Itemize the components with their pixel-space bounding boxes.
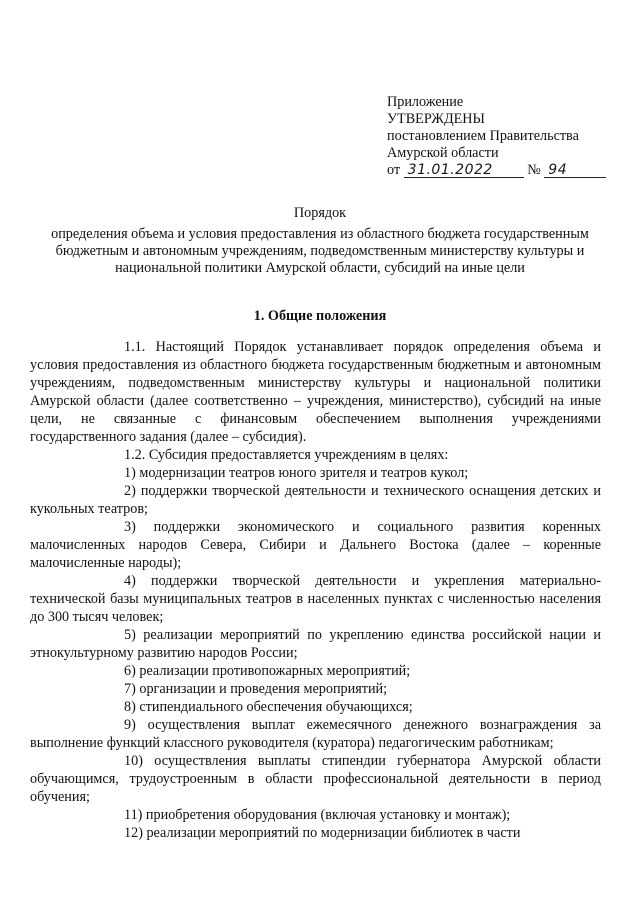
title-main: Порядок bbox=[293, 205, 347, 221]
paragraph: 4) поддержки творческой деятельности и укрепления материально-технической базы муниципальных театров в населенных пунктах с численностью населения до 300 тысяч человек; bbox=[30, 573, 601, 625]
paragraph: 9) осуществления выплат ежемесячного денежного вознаграждения за выполнение функций классного руководителя (куратора) педагогическим работникам; bbox=[30, 717, 601, 751]
approval-label: УТВЕРЖДЕНЫ bbox=[387, 111, 485, 127]
handwritten-date: 31.01.2022 bbox=[404, 163, 524, 178]
paragraph: 8) стипендиального обеспечения обучающихся; bbox=[124, 699, 413, 715]
paragraph: 6) реализации противопожарных мероприятий; bbox=[124, 663, 411, 679]
document-body bbox=[30, 338, 601, 842]
number-sign: № bbox=[527, 162, 541, 178]
section-heading: 1. Общие положения bbox=[253, 308, 387, 324]
paragraph: 11) приобретения оборудования (включая установку и монтаж); bbox=[124, 807, 511, 823]
paragraph: 3) поддержки экономического и социального развития коренных малочисленных народов Севера, Сибири и Дальнего Востока (далее – коренные малочисленные народы); bbox=[30, 519, 601, 571]
paragraph: 12) реализации мероприятий по модернизации библиотек в части bbox=[124, 825, 521, 841]
document-title bbox=[30, 205, 610, 277]
appendix-block bbox=[387, 94, 627, 179]
paragraph: 1.2. Субсидия предоставляется учреждениям в целях: bbox=[124, 447, 449, 463]
date-number-line bbox=[387, 162, 627, 179]
paragraph: 10) осуществления выплаты стипендии губернатора Амурской области обучающимся, трудоустроенным в области профессиональной деятельности в период обучения; bbox=[30, 753, 601, 805]
paragraph: 1) модернизации театров юного зрителя и театров кукол; bbox=[124, 465, 469, 481]
region-label: Амурской области bbox=[387, 145, 499, 161]
handwritten-number: 94 bbox=[544, 163, 606, 178]
paragraph: 5) реализации мероприятий по укреплению единства российской нации и этнокультурному развитию народов России; bbox=[30, 627, 601, 661]
paragraph: 2) поддержки творческой деятельности и технического оснащения детских и кукольных театров; bbox=[30, 483, 601, 517]
appendix-label: Приложение bbox=[387, 94, 464, 110]
date-prefix: от bbox=[387, 162, 401, 178]
decree-label: постановлением Правительства bbox=[387, 128, 579, 144]
title-subtitle: определения объема и условия предоставления из областного бюджета государственным бюджетным и автономным учреждениям, подведомственным министерству культуры и национальной политики Амурской области, субсидий на иные цели bbox=[51, 226, 589, 276]
paragraph: 1.1. Настоящий Порядок устанавливает порядок определения объема и условия предоставления из областного бюджета государственным бюджетным и автономным учреждениям, подведомственным министерству культуры и национальной политики Амурской области (далее соответственно – учреждения, министерство), субсидий на иные цели, не связанные с финансовым обеспечением выполнения учреждениями государственного задания (далее – субсидия). bbox=[30, 339, 601, 445]
paragraph: 7) организации и проведения мероприятий; bbox=[124, 681, 388, 697]
